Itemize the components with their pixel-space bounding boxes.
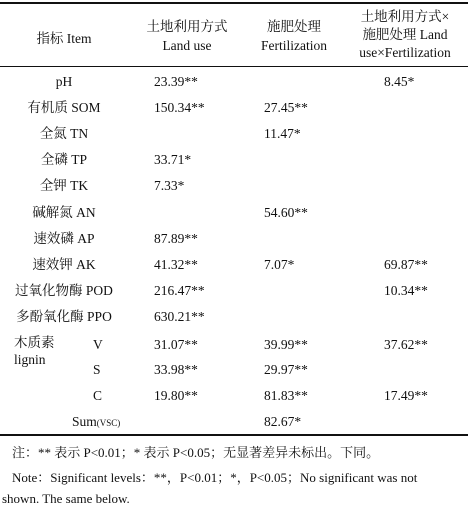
header-fertilization-en: Fertilization	[261, 38, 327, 53]
row-item: 全氮 TN	[39, 126, 89, 141]
note-en-line2: shown. The same below.	[2, 491, 130, 506]
header-rule	[0, 66, 468, 67]
row-fertilization: 54.60**	[264, 205, 308, 220]
header-interaction-line2: 施肥处理 Land	[362, 27, 448, 42]
row-item: pH	[55, 74, 73, 89]
note-cn: 注：** 表示 P<0.01；* 表示 P<0.05；无显著差异未标出。下同。	[12, 445, 380, 460]
row-item: 全钾 TK	[39, 178, 89, 193]
bottom-rule	[0, 434, 468, 436]
row-item: 速效磷 AP	[33, 231, 95, 246]
row-fertilization: 27.45**	[264, 100, 308, 115]
row-fertilization: 11.47*	[264, 126, 301, 141]
row-interaction: 10.34**	[384, 283, 428, 298]
lignin-v-land-use: 31.07**	[154, 337, 198, 352]
lignin-label-en: lignin	[14, 352, 46, 367]
row-fertilization: 7.07*	[264, 257, 295, 272]
lignin-v-interaction: 37.62**	[384, 337, 428, 352]
lignin-s-land-use: 33.98**	[154, 362, 198, 377]
lignin-v-fertilization: 39.99**	[264, 337, 308, 352]
sum-label: Sum	[72, 414, 97, 429]
note-en-line1: Note：Significant levels：**，P<0.01；*，P<0.05；No significant was not	[12, 470, 418, 485]
sum-vsc-fertilization: 82.67*	[264, 414, 302, 429]
row-land-use: 41.32**	[154, 257, 198, 272]
row-land-use: 23.39**	[154, 74, 198, 89]
row-item: 速效钾 AK	[32, 257, 96, 272]
header-land-use-cn: 土地利用方式	[146, 19, 228, 34]
lignin-c-interaction: 17.49**	[384, 388, 428, 403]
row-interaction: 8.45*	[384, 74, 415, 89]
row-item: 过氧化物酶 POD	[15, 283, 113, 298]
row-land-use: 87.89**	[154, 231, 198, 246]
lignin-item-v: V	[93, 337, 103, 352]
header-item: 指标 Item	[36, 31, 92, 46]
row-land-use: 33.71*	[154, 152, 192, 167]
header-interaction-line1: 土地利用方式×	[360, 9, 450, 24]
top-rule	[0, 2, 468, 4]
lignin-c-land-use: 19.80**	[154, 388, 198, 403]
row-item: 全磷 TP	[40, 152, 88, 167]
row-land-use: 630.21**	[154, 309, 205, 324]
row-land-use: 7.33*	[154, 178, 185, 193]
lignin-c-fertilization: 81.83**	[264, 388, 308, 403]
lignin-label-cn: 木质素	[14, 335, 55, 350]
row-item: 碱解氮 AN	[32, 205, 96, 220]
lignin-s-fertilization: 29.97**	[264, 362, 308, 377]
sum-vsc-label	[72, 413, 120, 432]
sum-subscript: (VSC)	[96, 418, 121, 428]
lignin-item-c: C	[93, 388, 103, 403]
row-land-use: 216.47**	[154, 283, 205, 298]
row-interaction: 69.87**	[384, 257, 428, 272]
row-land-use: 150.34**	[154, 100, 205, 115]
row-item: 有机质 SOM	[27, 100, 101, 115]
lignin-item-s: S	[93, 362, 101, 377]
header-fertilization-cn: 施肥处理	[267, 19, 321, 34]
header-interaction-line3: use×Fertilization	[359, 45, 451, 60]
row-item: 多酚氧化酶 PPO	[16, 309, 112, 324]
header-land-use-en: Land use	[162, 38, 212, 53]
